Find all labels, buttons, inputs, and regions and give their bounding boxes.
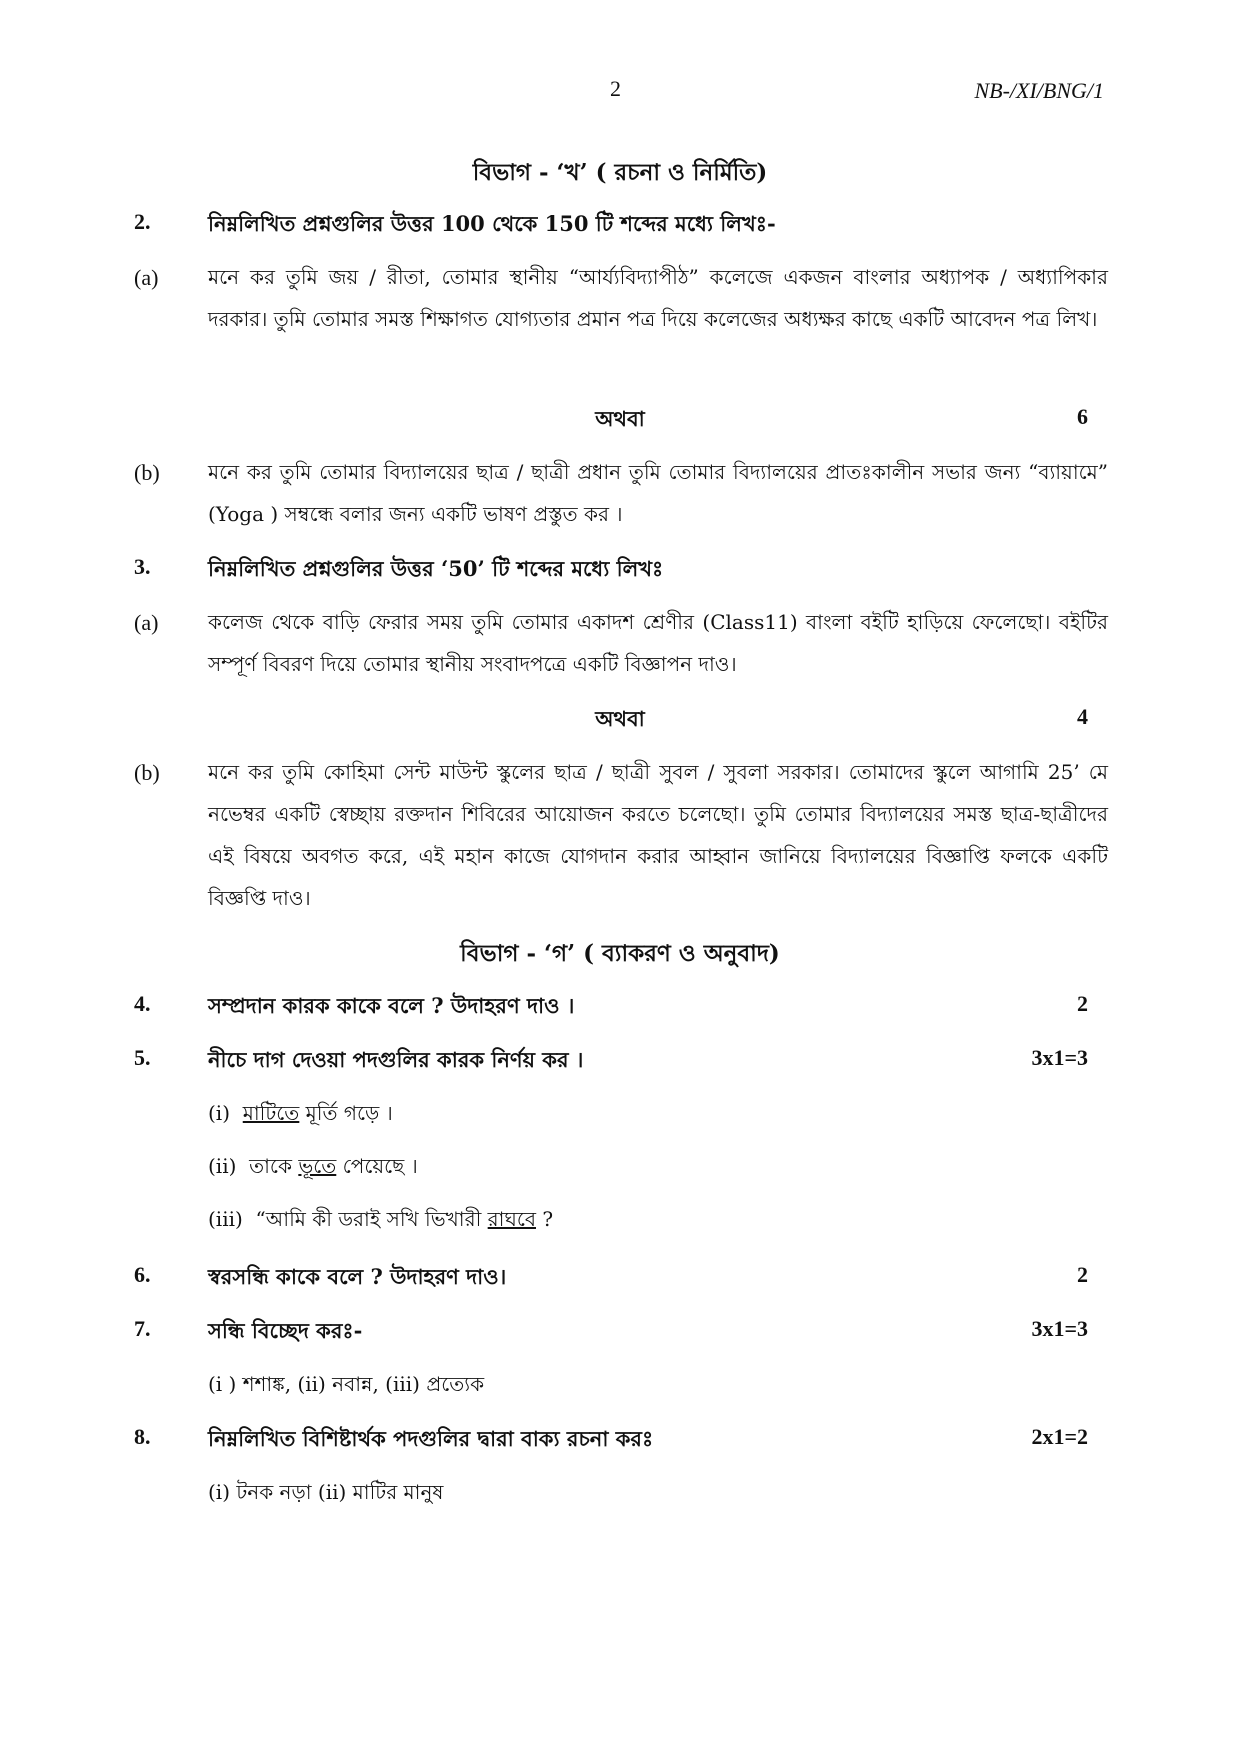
underlined-word: মাটিতে (242, 1101, 300, 1125)
question-text: স্বরসন্ধি কাকে বলে ? উদাহরণ দাও। (208, 1264, 507, 1289)
sub-question-label: (a) (134, 610, 159, 635)
marks: 2x1=2 (1031, 1424, 1088, 1449)
question-number: 6. (134, 1262, 151, 1287)
question-text: সন্ধি বিচ্ছেদ করঃ- (208, 1318, 363, 1343)
item-text: তাকে (249, 1154, 299, 1178)
list-item (208, 1205, 553, 1238)
list-item: (i ) শশাঙ্ক, (ii) নবান্ন, (iii) প্রত্যেক (208, 1372, 485, 1396)
sub-question-label: (b) (134, 760, 160, 785)
item-text: পেয়েছে । (336, 1154, 418, 1178)
or-label: অথবা (595, 406, 645, 431)
item-text: “আমি কী ডরাই সখি ভিখারী (255, 1207, 488, 1231)
sub-question-label: (b) (134, 460, 160, 485)
question-number: 3. (134, 554, 151, 579)
sub-question-text: কলেজ থেকে বাড়ি ফেরার সময় তুমি তোমার একাদশ শ্রেণীর (Class11) বাংলা বইটি হাড়িয়ে ফেলেছো। বইটির সম্পূর্ণ বিবরণ দিয়ে তোমার স্থানীয় সংবাদপত্রে একটি বিজ্ঞাপন দাও। (208, 610, 1108, 676)
sub-question-label: (a) (134, 265, 159, 290)
question-text: নীচে দাগ দেওয়া পদগুলির কারক নির্ণয় কর । (208, 1047, 584, 1072)
question-text: নিম্নলিখিত প্রশ্নগুলির উত্তর 100 থেকে 150 টি শব্দের মধ্যে লিখঃ- (208, 211, 776, 236)
paper-code: NB-/XI/BNG/1 (974, 78, 1104, 103)
item-text: ? (536, 1207, 554, 1231)
question-text: নিম্নলিখিত প্রশ্নগুলির উত্তর ‘50’ টি শব্দের মধ্যে লিখঃ (208, 556, 664, 581)
question-text: সম্প্রদান কারক কাকে বলে ? উদাহরণ দাও । (208, 993, 575, 1018)
list-item (208, 1152, 418, 1185)
or-label: অথবা (595, 706, 645, 731)
list-item (208, 1099, 393, 1132)
underlined-word: ভূতে (298, 1154, 337, 1178)
marks: 2 (1077, 991, 1088, 1016)
item-label: (i) (208, 1101, 231, 1125)
question-text: নিম্নলিখিত বিশিষ্টার্থক পদগুলির দ্বারা বাক্য রচনা করঃ (208, 1426, 654, 1451)
marks: 6 (1077, 404, 1088, 429)
question-number: 8. (134, 1424, 151, 1449)
underlined-word: রাঘবে (487, 1207, 536, 1231)
item-label: (iii) (208, 1207, 243, 1231)
list-item: (i) টনক নড়া (ii) মাটির মানুষ (208, 1480, 444, 1504)
question-number: 4. (134, 991, 151, 1016)
section-heading-kha: বিভাগ - ‘খ’ ( রচনা ও নির্মিতি) (472, 159, 768, 186)
sub-question-text: মনে কর তুমি তোমার বিদ্যালয়ের ছাত্র / ছাত্রী প্রধান তুমি তোমার বিদ্যালয়ের প্রাতঃকালীন সভার জন্য “ব্যায়ামে” (Yoga ) সম্বন্ধে বলার জন্য একটি ভাষণ প্রস্তুত কর । (208, 460, 1108, 526)
marks: 3x1=3 (1031, 1045, 1088, 1070)
question-number: 7. (134, 1316, 151, 1341)
question-number: 5. (134, 1045, 151, 1070)
page-number: 2 (610, 76, 621, 101)
sub-question-text: মনে কর তুমি কোহিমা সেন্ট মাউন্ট স্কুলের ছাত্র / ছাত্রী সুবল / সুবলা সরকার। তোমাদের স্কুলে আগামি 25’ মে নভেম্বর একটি স্বেচ্ছায় রক্তদান শিবিরের আয়োজন করতে চলেছো। তুমি তোমার বিদ্যালয়ের সমস্ত ছাত্র-ছাত্রীদের এই বিষয়ে অবগত করে, এই মহান কাজে যোগদান করার আহ্বান জানিয়ে বিদ্যালয়ের বিজ্ঞাপ্তি ফলকে একটি বিজ্ঞপ্তি দাও। (208, 760, 1108, 910)
item-text: মূর্তি গড়ে । (299, 1101, 393, 1125)
question-number: 2. (134, 209, 151, 234)
marks: 2 (1077, 1262, 1088, 1287)
item-label: (ii) (208, 1154, 237, 1178)
marks: 4 (1077, 704, 1088, 729)
marks: 3x1=3 (1031, 1316, 1088, 1341)
sub-question-text: মনে কর তুমি জয় / রীতা, তোমার স্থানীয় “আর্য্যবিদ্যাপীঠ” কলেজে একজন বাংলার অধ্যাপক / অধ্যাপিকার দরকার। তুমি তোমার সমস্ত শিক্ষাগত যোগ্যতার প্রমান পত্র দিয়ে কলেজের অধ্যক্ষর কাছে একটি আবেদন পত্র লিখ। (208, 265, 1108, 331)
section-heading-ga: বিভাগ - ‘গ’ ( ব্যাকরণ ও অনুবাদ) (460, 940, 780, 967)
